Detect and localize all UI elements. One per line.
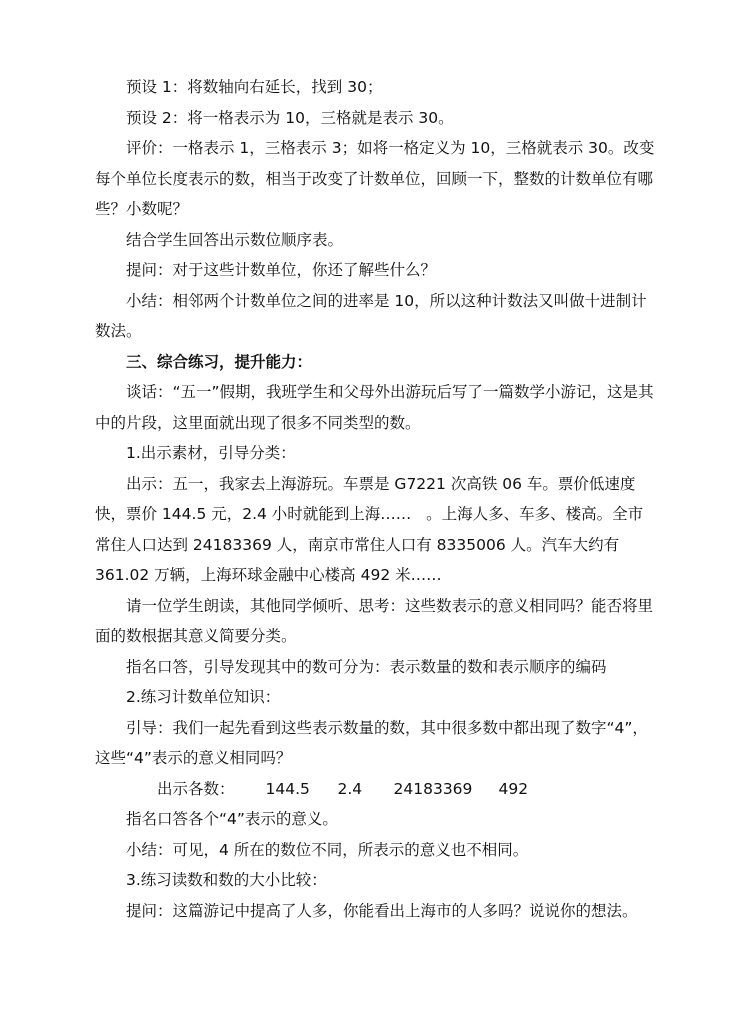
paragraph-step-3: 3.练习读数和数的大小比较： <box>126 871 327 889</box>
paragraph-preset-2: 预设 2：将一格表示为 10，三格就是表示 30。 <box>126 108 454 127</box>
paragraph-preset-1: 预设 1：将数轴向右延长，找到 30； <box>126 78 383 96</box>
paragraph-summary-2: 小结：可见，4 所在的数位不同，所表示的意义也不相同。 <box>126 840 529 859</box>
paragraph-summary: 小结：相邻两个计数单位之间的进率是 10，所以这种计数法又叫做十进制计数法。 <box>95 291 647 340</box>
number-value: 492 <box>498 779 529 798</box>
number-value: 144.5 <box>265 779 310 798</box>
document-page <box>95 72 655 926</box>
section-heading: 三、综合练习，提升能力： <box>126 352 313 371</box>
number-value: 2.4 <box>337 779 363 798</box>
paragraph-talk: 谈话：“五一”假期，我班学生和父母外出游玩后写了一篇数学小游记，这是其中的片段，这里面就出现了很多不同类型的数。 <box>95 383 654 432</box>
paragraph-evaluation: 评价：一格表示 1，三格表示 3；如将一格定义为 10，三格就表示 30。改变每个单位长度表示的数，相当于改变了计数单位，回顾一下，整数的计数单位有哪些？小数呢？ <box>95 139 655 218</box>
paragraph-table: 结合学生回答出示数位顺序表。 <box>126 230 344 249</box>
paragraph-answer: 指名口答，引导发现其中的数可分为：表示数量的数和表示顺序的编码 <box>126 657 607 676</box>
paragraph-step-1: 1.出示素材，引导分类： <box>126 444 296 462</box>
paragraph-read-aloud: 请一位学生朗读，其他同学倾听、思考：这些数表示的意义相同吗？能否将里面的数根据其意义简要分类。 <box>95 596 654 645</box>
paragraph-material: 出示：五一，我家去上海游玩。车票是 G7221 次高铁 06 车。票价低速度快，票价 144.5 元，2.4 小时就能到上海…… 。上海人多、车多、楼高。全市常住人口达到 24183369 人，南京市常住人口有 8335006 人。汽车大约有 361.02 万辆，上海环球金融中心楼高 492 米…… <box>95 474 644 584</box>
paragraph-question: 提问：对于这些计数单位，你还了解些什么？ <box>126 261 437 279</box>
paragraph-meaning: 指名口答各个“4”表示的意义。 <box>126 810 338 828</box>
paragraph-guide: 引导：我们一起先看到这些表示数量的数，其中很多数中都出现了数字“4”，这些“4”表示的意义相同吗？ <box>95 718 648 767</box>
paragraph-step-2: 2.练习计数单位知识： <box>126 688 281 706</box>
numbers-line <box>95 774 655 805</box>
number-value: 24183369 <box>393 779 473 798</box>
numbers-label: 出示各数： <box>157 779 235 798</box>
paragraph-question-2: 提问：这篇游记中提高了人多，你能看出上海市的人多吗？说说你的想法。 <box>126 901 638 920</box>
